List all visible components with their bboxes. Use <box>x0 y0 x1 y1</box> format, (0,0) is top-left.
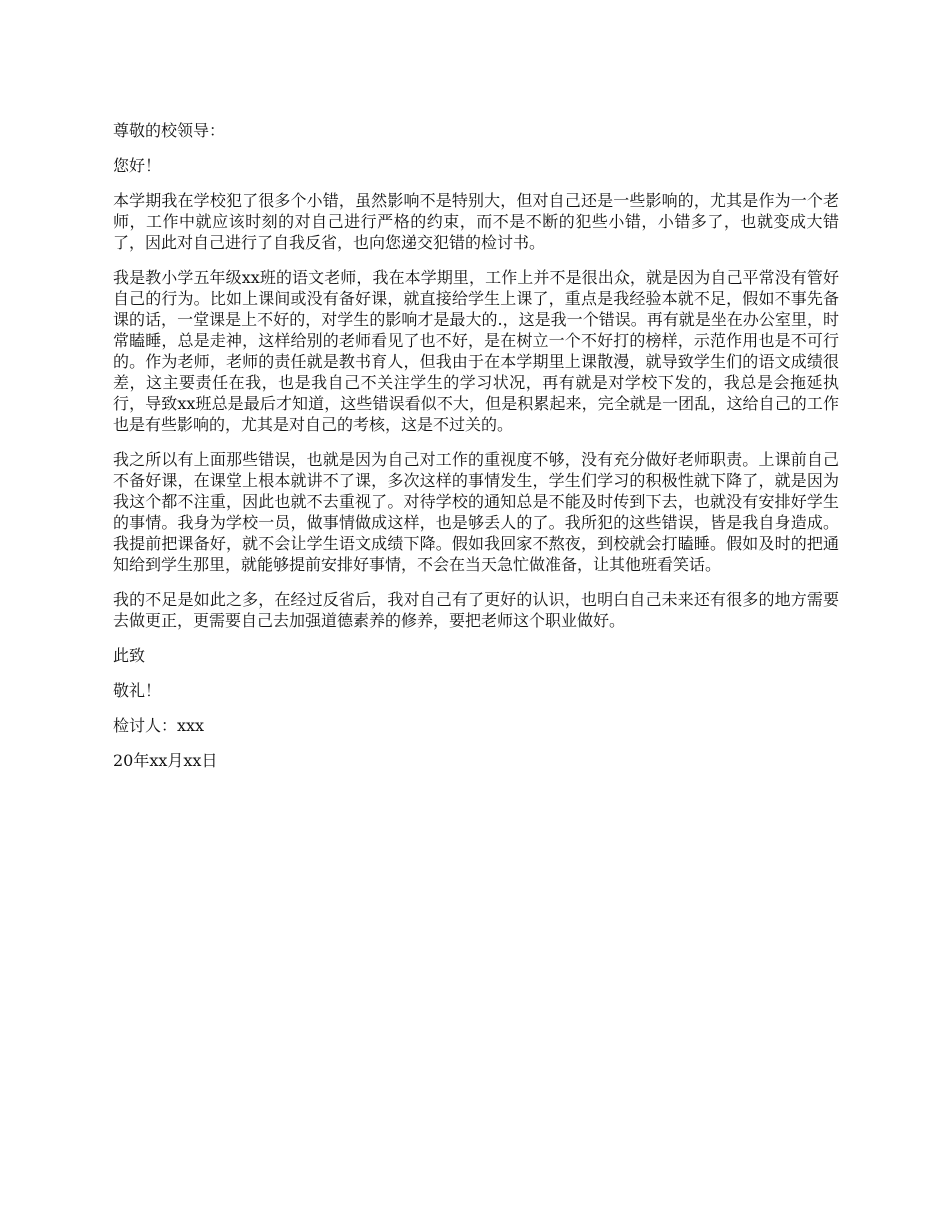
greeting: 您好！ <box>113 156 162 175</box>
salutation: 尊敬的校领导： <box>113 121 226 140</box>
date: 20年xx月xx日 <box>113 751 218 770</box>
closing: 此致 <box>113 646 146 665</box>
body-paragraph-2: 我是教小学五年级xx班的语文老师，我在本学期里，工作上并不是很出众，就是因为自己平常没有管好自己的行为。比如上课间或没有备好课，就直接给学生上课了，重点是我经验本就不足，假如不事先备课的话，一堂课是上不好的，对学生的影响才是最大的.，这是我一个错误。再有就是坐在办公室里，时常瞌睡，总是走神，这样给别的老师看见了也不好，是在树立一个不好打的榜样，示范作用也是不可行的。作为老师，老师的责任就是教书育人，但我由于在本学期里上课散漫，就导致学生们的语文成绩很差，这主要责任在我，也是我自己不关注学生的学习状况，再有就是对学校下发的，我总是会拖延执行，导致xx班总是最后才知道，这些错误看似不大，但是积累起来，完全就是一团乱，这给自己的工作也是有些影响的，尤其是对自己的考核，这是不过关的。 <box>113 268 839 434</box>
document-page <box>113 120 839 785</box>
body-paragraph-4: 我的不足是如此之多，在经过反省后，我对自己有了更好的认识，也明白自己未来还有很多的地方需要去做更正，更需要自己去加强道德素养的修养，要把老师这个职业做好。 <box>113 590 839 630</box>
regards: 敬礼！ <box>113 681 162 700</box>
signature: 检讨人：xxx <box>113 716 205 735</box>
body-paragraph-3: 我之所以有上面那些错误，也就是因为自己对工作的重视度不够，没有充分做好老师职责。上课前自己不备好课，在课堂上根本就讲不了课，多次这样的事情发生，学生们学习的积极性就下降了，就是因为我这个都不注重，因此也就不去重视了。对待学校的通知总是不能及时传到下去，也就没有安排好学生的事情。我身为学校一员，做事情做成这样，也是够丢人的了。我所犯的这些错误，皆是我自身造成。我提前把课备好，就不会让学生语文成绩下降。假如我回家不熬夜，到校就会打瞌睡。假如及时的把通知给到学生那里，就能够提前安排好事情，不会在当天急忙做准备，让其他班看笑话。 <box>113 450 839 574</box>
body-paragraph-1: 本学期我在学校犯了很多个小错，虽然影响不是特别大，但对自己还是一些影响的，尤其是作为一个老师，工作中就应该时刻的对自己进行严格的约束，而不是不断的犯些小错，小错多了，也就变成大错了，因此对自己进行了自我反省，也向您递交犯错的检讨书。 <box>113 191 839 252</box>
